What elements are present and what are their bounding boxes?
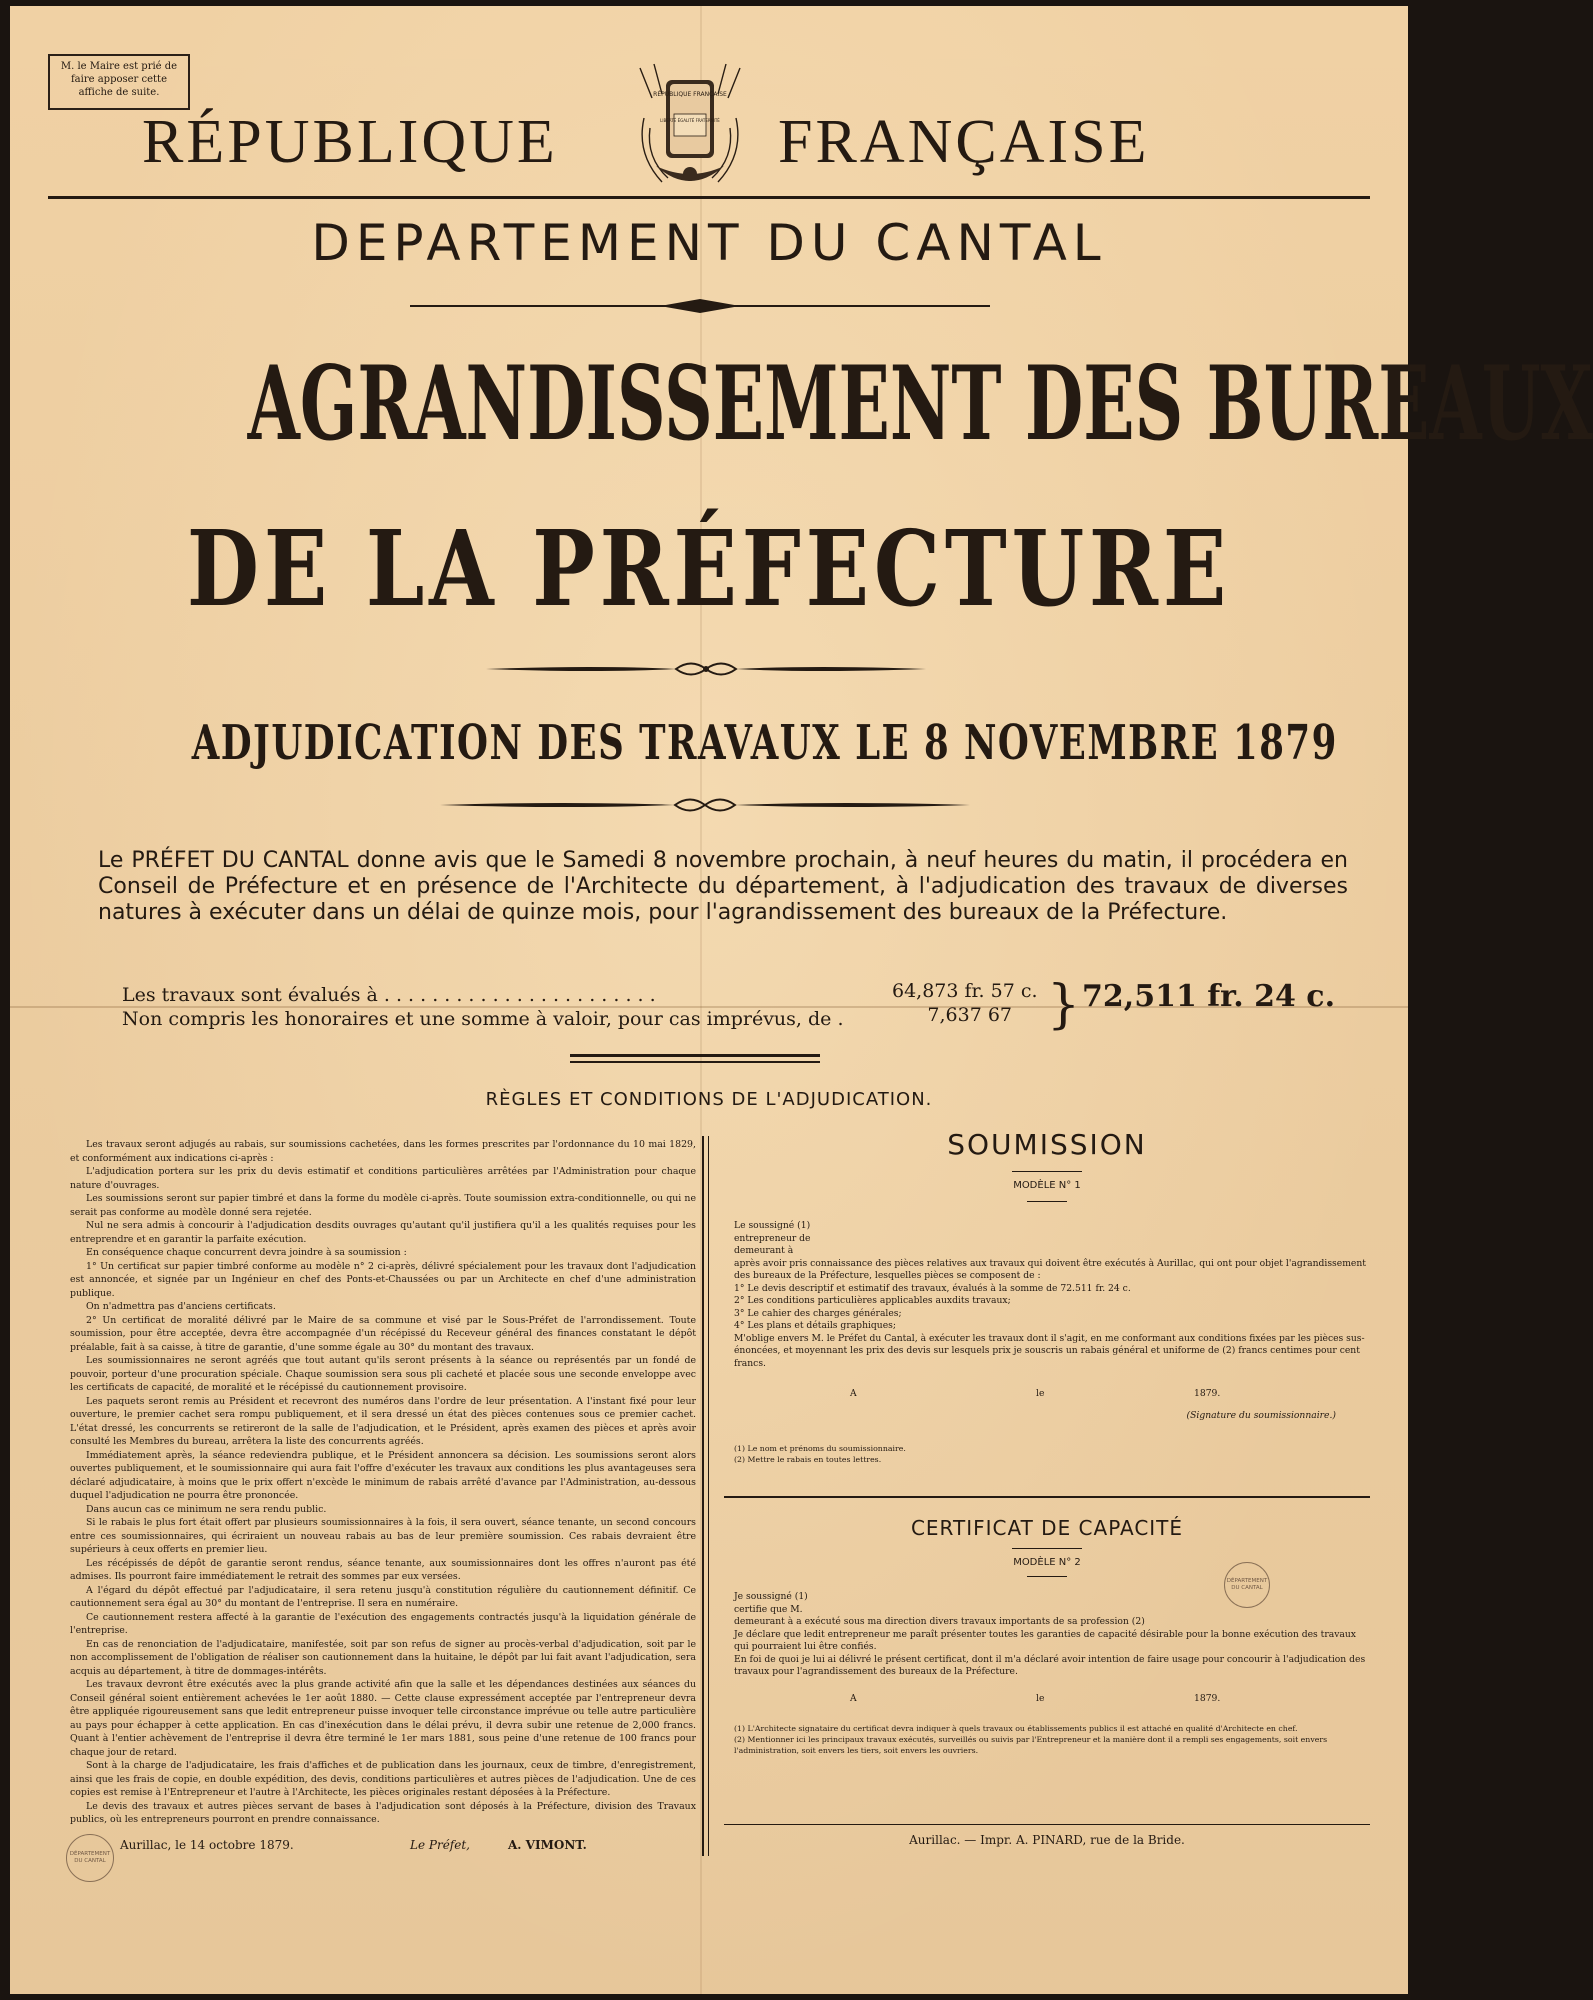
- soumission-line: M'oblige envers M. le Préfet du Cantal, à exécuter les travaux dont il s'agit, en me conformant aux conditions fixées par les pièces sus-énoncées, et moyennant les prix des devis sur lesquels prix je souscris un rabais général et uniforme de (2) francs centimes pour cent francs.: [734, 1332, 1365, 1369]
- ornament-divider-1: [410, 297, 990, 315]
- rule-paragraph: Le devis des travaux et autres pièces servant de bases à l'adjudication sont déposés à la Préfecture, division des Travaux publics, où les entrepreneurs pourront en prendre connaissance.: [70, 1800, 696, 1825]
- rule-paragraph: En conséquence chaque concurrent devra joindre à sa soumission :: [86, 1247, 407, 1258]
- header-rule: [48, 196, 1370, 199]
- soumission-rule: [1012, 1171, 1082, 1172]
- soumission-date-a: A: [850, 1388, 857, 1399]
- header-right-word: FRANÇAISE: [778, 108, 1150, 176]
- eval-rule-bottom: [570, 1061, 820, 1063]
- soumission-note: (1) Le nom et prénoms du soumissionnaire.: [734, 1443, 906, 1453]
- stamp-left-text: DÉPARTEMENT DU CANTAL: [69, 1851, 111, 1864]
- certificat-line: Je soussigné (1): [734, 1591, 808, 1602]
- stamp-right: [1224, 1562, 1270, 1608]
- rule-paragraph: 1° Un certificat sur papier timbré conforme au modèle n° 2 ci-après, délivré spécialement pour les travaux dont l'adjudication est annoncée, et signée par un Ingénieur en chef des Ponts-et-Chaussées ou par un Architecte en chef d'une administration publique.: [70, 1260, 696, 1299]
- soumission-date-year: 1879.: [1194, 1388, 1221, 1399]
- certificat-rule-2: [1027, 1576, 1067, 1577]
- soumission-notes: [724, 1443, 1370, 1465]
- stamp-right-text: DÉPARTEMENT DU CANTAL: [1226, 1578, 1268, 1591]
- soumission-rule-2: [1027, 1201, 1067, 1202]
- soumission-signature-note: (Signature du soumissionnaire.): [1186, 1410, 1336, 1421]
- soumission-line: 4° Les plans et détails graphiques;: [734, 1320, 896, 1331]
- rule-paragraph: On n'admettra pas d'anciens certificats.: [86, 1301, 276, 1312]
- certificat-block: [724, 1516, 1370, 1756]
- republic-emblem-icon: [632, 58, 748, 196]
- ornament-divider-3: [440, 794, 970, 816]
- certificat-line: demeurant à a exécuté sous ma direction divers travaux importants de sa profession (2): [734, 1616, 1145, 1627]
- stamp-left: [66, 1834, 114, 1882]
- rule-paragraph: Sont à la charge de l'adjudicataire, les frais d'affiches et de publication dans les journaux, ceux de timbre, d'enregistrement, ainsi que les frais de copie, en double expédition, des devis, conditions particulières et autres pièces de l'adjudication. Une de ces copies est remise à l'Entrepreneur et l'autre à l'Architecte, les pièces originales restant déposées à la Préfecture.: [70, 1760, 696, 1798]
- soumission-line: Le soussigné (1): [734, 1220, 811, 1231]
- header-left-word: RÉPUBLIQUE: [142, 108, 558, 176]
- certificat-date-row: [724, 1693, 1370, 1715]
- rule-paragraph: Dans aucun cas ce minimum ne sera rendu public.: [86, 1503, 327, 1515]
- certificat-line: certifie que M.: [734, 1603, 803, 1615]
- rule-paragraph: A l'égard du dépôt effectué par l'adjudicataire, il sera retenu jusqu'à constitution régulière du cautionnement définitif. Ce cautionnement sera égal au 30° du montant de l'entreprise. Il sera en numéraire.: [70, 1584, 696, 1609]
- certificat-date-a: A: [850, 1692, 857, 1704]
- maire-notice-text: M. le Maire est prié de faire apposer cette affiche de suite.: [60, 61, 178, 98]
- emblem-motto: LIBERTÉ ÉGALITÉ FRATERNITÉ: [660, 118, 720, 123]
- evaluation-line-2: Non compris les honoraires et une somme à valoir, pour cas imprévus, de .: [122, 1008, 844, 1030]
- certificat-line: Je déclare que ledit entrepreneur me paraît présenter toutes les garanties de capacité désirable pour la bonne exécution des travaux qui pourraient lui être confiés.: [734, 1628, 1356, 1652]
- certificat-date-le: le: [1036, 1692, 1045, 1704]
- certificat-model: MODÈLE N° 2: [1013, 1557, 1081, 1568]
- certificat-body: [724, 1591, 1370, 1679]
- certificat-notes: [724, 1723, 1370, 1756]
- adjudication-heading: ADJUDICATION DES TRAVAUX LE 8 NOVEMBRE 1879: [191, 715, 1338, 771]
- evaluation-brace: }: [1047, 975, 1081, 1035]
- certificat-title: CERTIFICAT DE CAPACITÉ: [910, 1516, 1184, 1540]
- rule-paragraph: Les travaux devront être exécutés avec la plus grande activité afin que la salle et les dépendances destinées aux séances du Conseil général soient entièrement achevées le 1er août 1880. — Cette clause expressément acceptée par l'entrepreneur devra être appliquée rigoureusement sans que ledit entrepreneur puisse invoquer telle circonstance imprévue ou telle autre particulière au pays pour échapper à cette application. En cas d'inexécution dans le délai prévu, il devra subir une retenue de 2,000 francs. Quant à l'entier achèvement de l'entreprise il devra être terminé le 1er mars 1881, sous peine d'une retenue de 100 francs pour chaque jour de retard.: [70, 1679, 696, 1758]
- soumission-title: SOUMISSION: [947, 1128, 1147, 1161]
- soumission-line: 1° Le devis descriptif et estimatif des travaux, évalués à la somme de 72.511 fr. 24 c.: [734, 1282, 1131, 1294]
- printer-rule: [724, 1824, 1370, 1825]
- soumission-date-row: [724, 1388, 1370, 1410]
- rule-paragraph: Les récépissés de dépôt de garantie seront rendus, séance tenante, aux soumissionnaires dont les offres n'auront pas été admises. Ils pourront faire immédiatement le retrait des sommes par eux versées.: [70, 1557, 696, 1582]
- department-heading: DEPARTEMENT DU CANTAL: [311, 214, 1107, 272]
- rule-paragraph: Si le rabais le plus fort était offert par plusieurs soumissionnaires à la fois, il sera ouvert, séance tenante, un second concours entre ces soumissionnaires, qui écriraient un nouveau rabais au bas de leur première soumission. Ces rabais devraient être supérieurs à ceux offerts en premier lieu.: [70, 1517, 696, 1555]
- soumission-line: 3° Le cahier des charges générales;: [734, 1307, 902, 1319]
- soumission-date-le: le: [1036, 1388, 1045, 1399]
- intro-paragraph: Le PRÉFET DU CANTAL donne avis que le Samedi 8 novembre prochain, à neuf heures du matin, il procédera en Conseil de Préfecture et en présence de l'Architecte du département, à l'adjudication des travaux de diverses natures à exécuter dans un délai de quinze mois, pour l'agrandissement des bureaux de la Préfecture.: [98, 848, 1348, 925]
- soumission-block: [724, 1128, 1370, 1465]
- soumission-body: [724, 1220, 1370, 1370]
- rule-paragraph: Nul ne sera admis à concourir à l'adjudication desdits ouvrages qu'autant qu'il justifiera qu'il a les qualités requises pour les entreprendre et en garantir la parfaite exécution.: [70, 1220, 696, 1245]
- column-separator-2: [708, 1136, 709, 1856]
- right-divider: [724, 1496, 1370, 1498]
- rule-paragraph: Les soumissionnaires ne seront agréés que tout autant qu'ils seront présents à la séance ou représentés par un fondé de pouvoir, porteur d'une procuration spéciale. Chaque soumission sera sous pli cacheté et placée sous une seconde enveloppe avec les certificats de capacité, de moralité et le récépissé du cautionnement provisoire.: [70, 1355, 696, 1393]
- title-line-2: DE LA PRÉFECTURE: [186, 507, 1232, 630]
- poster-sheet: [10, 6, 1593, 1994]
- rule-paragraph: Les travaux seront adjugés au rabais, sur soumissions cachetées, dans les formes prescrites par l'ordonnance du 10 mai 1829, et conformément aux indications ci-après :: [70, 1139, 696, 1164]
- emblem-caption: RÉPUBLIQUE FRANÇAISE: [653, 91, 727, 98]
- signature-place-date: Aurillac, le 14 octobre 1879.: [120, 1838, 294, 1852]
- signature-role: Le Préfet,: [410, 1838, 470, 1852]
- rules-heading: RÈGLES ET CONDITIONS DE L'ADJUDICATION.: [485, 1089, 933, 1110]
- soumission-line: 2° Les conditions particulières applicables auxdits travaux;: [734, 1295, 1011, 1306]
- certificat-note: (2) Mentionner ici les principaux travaux exécutés, surveillés ou suivis par l'Entrepreneur et la manière dont il a rempli ses engagements, soit envers l'administration, soit envers les tiers, soit envers les ouvriers.: [734, 1734, 1328, 1755]
- soumission-line: après avoir pris connaissance des pièces relatives aux travaux qui doivent être exécutés à Aurillac, qui ont pour objet l'agrandissement des bureaux de la Préfecture, lesquelles pièces se composent de :: [734, 1257, 1366, 1281]
- certificat-note: (1) L'Architecte signataire du certificat devra indiquer à quels travaux ou établissements publics il est attaché en qualité d'Architecte en chef.: [734, 1723, 1298, 1733]
- rule-paragraph: Les soumissions seront sur papier timbré et dans la forme du modèle ci-après. Toute soumission extra-conditionnelle, ou qui ne serait pas conforme au modèle donné sera rejetée.: [70, 1193, 696, 1218]
- eval-rule-top: [570, 1054, 820, 1057]
- certificat-line: En foi de quoi je lui ai délivré le présent certificat, dont il m'a déclaré avoir intention de faire usage pour concourir à l'adjudication des travaux pour l'agrandissement des bureaux de la Préfecture.: [734, 1653, 1366, 1677]
- title-line-1: AGRANDISSEMENT DES BUREAUX: [247, 344, 1593, 464]
- evaluation-block: [122, 975, 1342, 1041]
- column-separator-1: [702, 1136, 704, 1856]
- printer-imprint: Aurillac. — Impr. A. PINARD, rue de la Bride.: [909, 1833, 1185, 1847]
- signature-name: A. VIMONT.: [508, 1838, 587, 1852]
- rule-paragraph: Les paquets seront remis au Président et recevront des numéros dans l'ordre de leur présentation. A l'instant fixé pour leur ouverture, le premier cachet sera rompu publiquement, et il sera dressé un état des pièces contenues sous ce premier cachet. L'état dressé, les concurrents se retireront de la salle de l'adjudication, et le Président, après examen des pièces et après avoir consulté les Membres du bureau, arrêtera la liste des concurrents agréés.: [70, 1395, 696, 1447]
- evaluation-total: 72,511 fr. 24 c.: [1082, 979, 1336, 1014]
- soumission-note: (2) Mettre le rabais en toutes lettres.: [734, 1454, 882, 1464]
- certificat-date-year: 1879.: [1194, 1692, 1221, 1704]
- rules-column: [70, 1138, 696, 1838]
- rule-paragraph: L'adjudication portera sur les prix du devis estimatif et conditions particulières arrêtées par l'Administration pour chaque nature d'ouvrages.: [70, 1166, 696, 1191]
- ornament-divider-2: [486, 658, 926, 680]
- evaluation-value-2: 7,637 67: [927, 1004, 1012, 1026]
- rule-paragraph: 2° Un certificat de moralité délivré par le Maire de sa commune et visé par le Sous-Préfet de l'arrondissement. Toute soumission, pour être acceptée, devra être accompagnée d'un récépissé du Receveur général des finances constatant le dépôt préalable, fait à sa caisse, à titre de garantie, d'une somme égale au 30° du montant des travaux.: [70, 1314, 696, 1353]
- evaluation-value-1: 64,873 fr. 57 c.: [892, 980, 1038, 1002]
- soumission-line: demeurant à: [734, 1245, 794, 1256]
- rule-paragraph: Immédiatement après, la séance redeviendra publique, et le Président annoncera sa décision. Les soumissions seront alors ouvertes publiquement, et le soumissionnaire qui aura fait l'offre d'exécuter les travaux aux conditions les plus avantageuses sera déclaré adjudicataire, à moins que le prix offert n'excède le minimum de rabais arrêté d'avance par l'Administration, au-dessous duquel l'adjudication ne pourra être prononcée.: [70, 1449, 696, 1501]
- soumission-model: MODÈLE N° 1: [1013, 1180, 1081, 1191]
- soumission-line: entrepreneur de: [734, 1232, 811, 1244]
- rule-paragraph: Ce cautionnement restera affecté à la garantie de l'exécution des engagements contractés jusqu'à la liquidation générale de l'entreprise.: [70, 1611, 696, 1636]
- certificat-rule: [1012, 1548, 1082, 1549]
- rule-paragraph: En cas de renonciation de l'adjudicataire, manifestée, soit par son refus de signer au procès-verbal d'adjudication, soit par le non accomplissement de l'obligation de réaliser son cautionnement dans la huitaine, le dépôt par lui fait avant l'adjudication, sera acquis au département, à titre de dommages-intérêts.: [70, 1638, 696, 1677]
- evaluation-line-1: Les travaux sont évalués à . . . . . . . . . . . . . . . . . . . . . . .: [122, 984, 656, 1006]
